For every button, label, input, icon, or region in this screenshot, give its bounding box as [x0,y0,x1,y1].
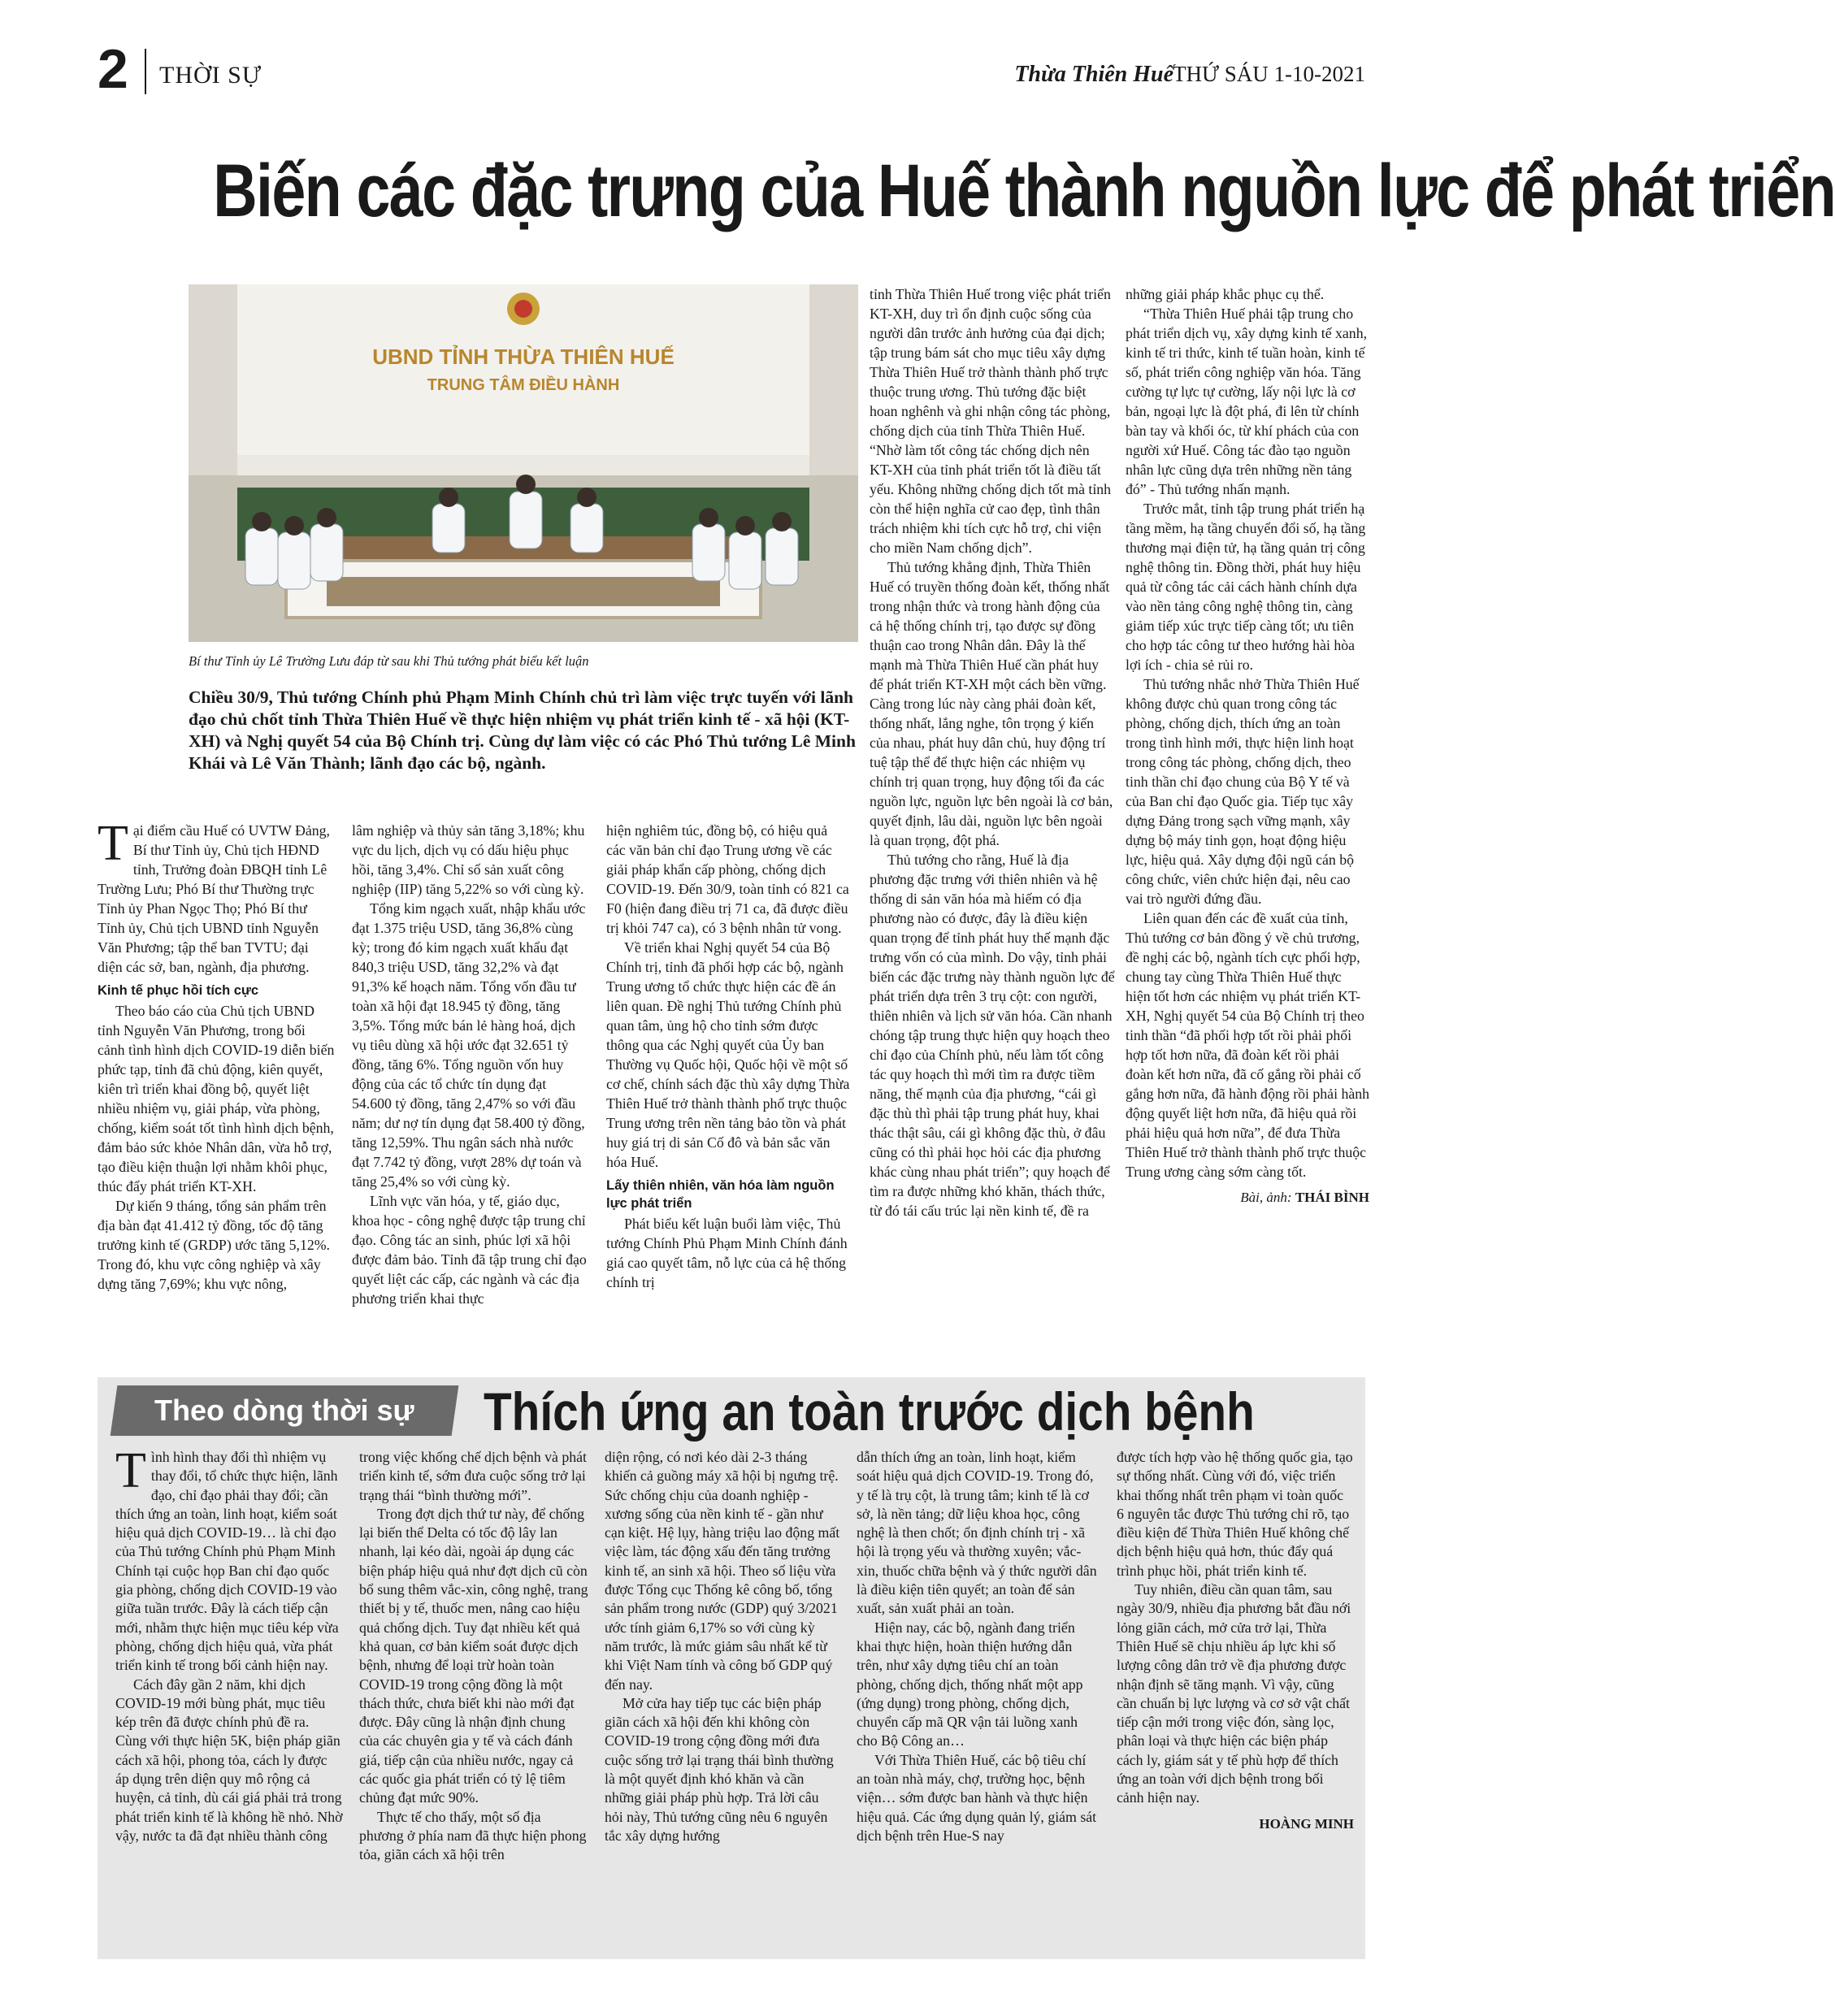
subheading: Kinh tế phục hồi tích cực [98,983,259,998]
paragraph: Lĩnh vực văn hóa, y tế, giáo dục, khoa học - công nghệ được tập trung chỉ đạo. Công tác an sinh, phúc lợi xã hội được đảm bảo. Tỉnh đã tập trung chỉ đạo quyết liệt các cấp, các ngành và các địa phương triển khai thực [352,1193,587,1307]
commentary-column-5 [1117,1448,1354,1833]
paragraph: Liên quan đến các đề xuất của tỉnh, Thủ tướng cơ bản đồng ý về chủ trương, đề nghị các bộ, ngành tích cực phối hợp, chung tay cùng Thừa Thiên Huế thực hiện tốt hơn các nhiệm vụ phát triển KT-XH, Nghị quyết 54 của Bộ Chính trị theo tinh thần “đã phối hợp tốt rồi phải phối hợp tốt hơn nữa, đã đoàn kết rồi phải đoàn kết hơn nữa, đã cố gắng rồi phải cố gắng hơn nữa, đã hành động rồi phải hành động quyết liệt hơn nữa, đã hiệu quả rồi phải hiệu quả hơn nữa”, để đưa Thừa Thiên Huế trở thành thành phố trực thuộc Trung ương càng sớm càng tốt. [1126,910,1370,1180]
kicker-label: Theo dòng thời sự [154,1394,414,1427]
article-column-3 [606,821,850,1292]
meeting-room-photo [189,284,858,642]
paragraph: được tích hợp vào hệ thống quốc gia, tạo sự thống nhất. Cùng với đó, việc triển khai thống nhất trên phạm vi toàn quốc 6 nguyên tắc được Thủ tướng chỉ rõ, tạo điều kiện để Thừa Thiên Huế không chế dịch bệnh hiệu quả hơn, thúc đẩy quá trình phục hồi, phát triển kinh tế. [1117,1449,1353,1579]
header-divider [145,49,146,94]
paragraph: những giải pháp khắc phục cụ thể. [1126,286,1325,302]
paragraph: Trước mắt, tỉnh tập trung phát triển hạ tầng mềm, hạ tầng chuyển đổi số, hạ tầng thương mại điện tử, hạ tầng quản trị công nghệ thông tin. Đồng thời, phát huy hiệu quả từ công tác cải cách hành chính dựa vào nền tảng công nghệ thông tin, càng giảm tiếp xúc trực tiếp càng tốt; ưu tiên cho hợp tác công tư theo hướng hài hòa lợi ích - chia sẻ rủi ro. [1126,501,1366,673]
commentary-column-2 [359,1448,588,1865]
paragraph: Phát biểu kết luận buổi làm việc, Thủ tướng Chính Phủ Phạm Minh Chính đánh giá cao quyết tâm, nỗ lực của cả hệ thống chính trị [606,1216,848,1290]
article-column-5 [1126,284,1369,1207]
page-header [98,38,1365,100]
photo-caption: Bí thư Tỉnh ủy Lê Trường Lưu đáp từ sau khi Thủ tướng phát biểu kết luận [189,653,589,669]
commentary-headline: Thích ứng an toàn trước dịch bệnh [484,1381,1255,1442]
article-byline [1126,1188,1369,1207]
issue-date: THỨ SÁU 1-10-2021 [1173,62,1365,86]
paragraph: dẫn thích ứng an toàn, linh hoạt, kiểm soát hiệu quả dịch COVID-19. Trong đó, y tế là trụ cột, là trung tâm; kinh tế là cơ sở, là nền tảng; dữ liệu khoa học, công nghệ là then chốt; ổn định chính trị - xã hội là trọng yếu và thường xuyên; vắc-xin, thuốc chữa bệnh và ý thức người dân là điều kiện tiên quyết; an toàn để sản xuất, sản xuất phải an toàn. [857,1449,1097,1617]
paragraph: Theo báo cáo của Chủ tịch UBND tỉnh Nguyễn Văn Phương, trong bối cảnh tình hình dịch COVID-19 diễn biến phức tạp, tỉnh đã chủ động, kiên quyết, kiên trì triển khai đồng bộ, quyết liệt nhiều nhiệm vụ, giải pháp, vừa phòng, chống, kiểm soát tốt tình hình dịch bệnh, đảm bảo sức khỏe Nhân dân, vừa hỗ trợ, tạo điều kiện thuận lợi nhằm khôi phục, thúc đẩy phát triển KT-XH. [98,1003,335,1194]
paragraph: trong việc khống chế dịch bệnh và phát triển kinh tế, sớm đưa cuộc sống trở lại trạng thái “bình thường mới”. [359,1449,587,1503]
paragraph: Tổng kim ngạch xuất, nhập khẩu ước đạt 1.375 triệu USD, tăng 36,8% cùng kỳ; trong đó kim ngạch xuất khẩu đạt 840,3 triệu USD, tăng 32,2% và đạt 91,3% kế hoạch năm. Tổng vốn đầu tư toàn xã hội đạt 18.945 tỷ đồng, tăng 3,5%. Tổng mức bán lẻ hàng hoá, dịch vụ tiêu dùng xã hội ước đạt 32.651 tỷ đồng, tăng 6%. Tổng nguồn vốn huy động của các tổ chức tín dụng đạt 54.600 tỷ đồng, tăng 2,47% so với đầu năm; dư nợ tín dụng đạt 58.400 tỷ đồng, tăng 12,59%. Thu ngân sách nhà nước đạt 7.742 tỷ đồng, vượt 28% dự toán và tăng 25,4% so với cùng kỳ. [352,900,586,1190]
paragraph: Trong đợt dịch thứ tư này, để chống lại biến thể Delta có tốc độ lây lan nhanh, lại kéo dài, ngoài áp dụng các biện pháp hiệu quả như đợt dịch cũ còn bổ sung thêm vắc-xin, công nghệ, trang thiết bị y tế, thuốc men, nâng cao hiệu quả chống dịch. Tuy đạt nhiều kết quả khả quan, cơ bản kiểm soát được dịch bệnh, nhưng để loại trừ hoàn toàn COVID-19 trong cộng đồng là một thách thức, chưa biết khi nào mới đạt được. Đây cũng là nhận định chung của các chuyên gia y tế và cách đánh giá, tiếp cận của nhiều nước, ngay cả các quốc gia phát triển có tỷ lệ tiêm chủng đạt mức 90%. [359,1505,588,1806]
paragraph: Dự kiến 9 tháng, tổng sản phẩm trên địa bàn đạt 41.412 tỷ đồng, tốc độ tăng trưởng kinh tế (GRDP) ước tăng 5,12%. Trong đó, khu vực công nghiệp và xây dựng tăng 7,69%; khu vực nông, [98,1198,330,1292]
article-column-1 [98,816,335,1294]
paragraph: tỉnh Thừa Thiên Huế trong việc phát triển KT-XH, duy trì ổn định cuộc sống của người dân trước ảnh hưởng của đại dịch; tập trung bám sát cho mục tiêu xây dựng Thừa Thiên Huế trở thành thành phố trực thuộc trung ương. Thủ tướng đặc biệt hoan nghênh và ghi nhận công tác phòng, chống dịch của tỉnh Thừa Thiên Huế. “Nhờ làm tốt công tác chống dịch nên KT-XH của tỉnh phát triển tốt là điều tất yếu. Không những chống dịch tốt mà tỉnh còn thể hiện nghĩa cử cao đẹp, tình thân trách nhiệm khi tích cực hỗ trợ, chi viện cho miền Nam chống dịch”. [870,286,1112,556]
paragraph: ình hình thay đổi thì nhiệm vụ thay đổi, tổ chức thực hiện, lãnh đạo, chỉ đạo phải thay đổi; cần thích ứng an toàn, linh hoạt, kiểm soát hiệu quả dịch COVID-19… là chỉ đạo của Thủ tướng Chính phủ Phạm Minh Chính tại cuộc họp Ban chỉ đạo quốc gia phòng, chống dịch COVID-19 vào giữa tuần trước. Đây là cách tiếp cận mới, nhằm thực hiện mục tiêu kép vừa phòng, chống dịch hiệu quả, vừa phát triển kinh tế trong bối cảnh hiện nay. [115,1449,339,1674]
article-column-4 [870,284,1115,1220]
paragraph: lâm nghiệp và thủy sản tăng 3,18%; khu vực du lịch, dịch vụ có dấu hiệu phục hồi, tăng 3,4%. Chỉ số sản xuất công nghiệp (IIP) tăng 5,22% so với cùng kỳ. [352,822,585,897]
paragraph: Thủ tướng cho rằng, Huế là địa phương đặc trưng với thiên nhiên và hệ thống di sản văn hóa mà hiếm có địa phương nào có được, đây là điều kiện quan trọng để tỉnh phát huy thế mạnh đặc trưng vốn có của mình. Do vậy, tỉnh phải biến các đặc trưng này thành nguồn lực để phát triển dựa trên 3 trụ cột: con người, thiên nhiên và lịch sử văn hóa. Cần nhanh chóng tập trung thực hiện quy hoạch theo chỉ đạo của Chính phủ, nếu làm tốt công tác quy hoạch thì mới tìm ra được tiềm năng, thế mạnh của địa phương, “cái gì đặc thù thì phải tập trung phát huy, khai thác thật sâu, cái gì không đặc thù, ở đâu cũng có thì phải học hỏi các địa phương khác cùng nhau phát triển”; quy hoạch để tìm ra được những khó khăn, thách thức, từ đó tái cấu trúc lại nền kinh tế, đề ra [870,852,1115,1219]
subheading: Lấy thiên nhiên, văn hóa làm nguồn lực phát triển [606,1178,835,1211]
paragraph: Thực tế cho thấy, một số địa phương ở phía nam đã thực hiện phong tỏa, giãn cách xã hội trên [359,1808,587,1863]
drop-cap: T [98,816,128,871]
paragraph: Hiện nay, các bộ, ngành đang triển khai thực hiện, hoàn thiện hướng dẫn trên, như xây dựng tiêu chí an toàn phòng, chống dịch, thống nhất một app (ứng dụng) trong phòng, chống dịch, chuyển cấp mã QR vận tải luồng xanh cho Bộ Công an… [857,1619,1083,1749]
photo-sign-line1: UBND TỈNH THỪA THIÊN HUẾ [372,345,675,369]
paragraph: Thủ tướng nhắc nhở Thừa Thiên Huế không được chủ quan trong công tác phòng, chống dịch, thích ứng an toàn trong tình hình mới, thực hiện linh hoạt trong công tác phòng, chống dịch, theo tinh thần chỉ đạo chung của Bộ Y tế và của Ban chỉ đạo Quốc gia. Tiếp tục xây dựng Đảng trong sạch vững mạnh, xây dựng bộ máy tinh gọn, hoạt động hiệu lực, hiệu quả. Xây dựng đội ngũ cán bộ công chức, viên chức hiện đại, nêu cao vai trò người đứng đầu. [1126,676,1360,907]
article-lead: Chiều 30/9, Thủ tướng Chính phủ Phạm Minh Chính chủ trì làm việc trực tuyến với lãnh đạo chủ chốt tỉnh Thừa Thiên Huế về thực hiện nhiệm vụ phát triển kinh tế - xã hội (KT-XH) và Nghị quyết 54 của Bộ Chính trị. Cùng dự làm việc có các Phó Thủ tướng Lê Minh Khái và Lê Văn Thành; lãnh đạo các bộ, ngành. [189,687,856,773]
byline-prefix: Bài, ảnh: [1240,1190,1292,1205]
drop-cap: T [115,1443,146,1498]
paragraph: “Thừa Thiên Huế phải tập trung cho phát triển dịch vụ, xây dựng kinh tế xanh, kinh tế tri thức, kinh tế tuần hoàn, kinh tế số, phát triển công nghiệp văn hóa. Tăng cường tự lực tự cường, lấy nội lực là cơ bản, ngoại lực là đột phá, đi lên từ chính bàn tay và khối óc, từ khí phách của con người xứ Huế. Công tác đào tạo nguồn nhân lực cũng dựa trên những nền tảng đó” - Thủ tướng nhấn mạnh. [1126,306,1368,497]
paragraph: hiện nghiêm túc, đồng bộ, có hiệu quả các văn bản chỉ đạo Trung ương về các giải pháp khẩn cấp phòng, chống dịch COVID-19. Đến 30/9, toàn tỉnh có 821 ca F0 (hiện đang điều trị 71 ca, đã được điều trị khỏi 747 ca), có 3 bệnh nhân tử vong. [606,822,849,936]
newspaper-name: Thừa Thiên Huế [1014,62,1173,87]
paragraph: diện rộng, có nơi kéo dài 2-3 tháng khiến cả guồng máy xã hội bị ngưng trệ. Sức chống chịu của doanh nghiệp - xương sống của nền kinh tế - gần như cạn kiệt. Hệ lụy, hàng triệu lao động mất việc làm, tác động xấu đến tăng trưởng kinh tế, an sinh xã hội. Theo số liệu vừa được Tổng cục Thống kê công bố, tổng sản phẩm trong nước (GDP) quý 3/2021 ước tính giảm 6,17% so với cùng kỳ năm trước, là mức giảm sâu nhất kể từ khi Việt Nam tính và công bố GDP quý đến nay. [605,1449,840,1693]
paragraph: Tuy nhiên, điều cần quan tâm, sau ngày 30/9, nhiều địa phương bắt đầu nới lỏng giãn cách, mở cửa trở lại, Thừa Thiên Huế sẽ chịu nhiều áp lực khi số lượng công dân trở về địa phương được nhận định sẽ tăng mạnh. Vì vậy, cũng cần chuẩn bị lực lượng và cơ sở vật chất tiếp cận mới trong việc đón, sàng lọc, phân loại và thực hiện các biện pháp cách ly, giám sát y tế phù hợp để thích ứng an toàn với dịch bệnh trong bối cảnh hiện nay. [1117,1581,1351,1806]
commentary-column-1 [115,1443,343,1845]
paragraph: Cách đây gần 2 năm, khi dịch COVID-19 mới bùng phát, mục tiêu kép trên đã được chính phủ đề ra. Cùng với thực hiện 5K, biện pháp giãn cách xã hội, phong tỏa, cách ly được áp dụng trên diện quy mô rộng cả huyện, cả tỉnh, dù cái giá phải trả trong phát triển kinh tế là không hề nhỏ. Nhờ vậy, nước ta đã đạt nhiều thành công [115,1676,343,1844]
commentary-kicker [111,1385,459,1436]
paragraph: Về triển khai Nghị quyết 54 của Bộ Chính trị, tỉnh đã phối hợp các bộ, ngành Trung ương tổ chức thực hiện các đề án liên quan. Đề nghị Thủ tướng Chính phủ quan tâm, ủng hộ cho tỉnh sớm được thông qua các Nghị quyết của Ủy ban Thường vụ Quốc hội, Quốc hội về một số cơ chế, chính sách đặc thù xây dựng Thừa Thiên Huế trở thành thành phố trực thuộc Trung ương trên nền tảng bảo tồn và phát huy giá trị di sản Cố đô và bản sắc văn hóa Huế. [606,939,850,1170]
article-column-2 [352,821,589,1308]
paragraph: Mở cửa hay tiếp tục các biện pháp giãn cách xã hội đến khi không còn COVID-19 trong cộng đồng mới đưa cuộc sống trở lại trạng thái bình thường là một quyết định khó khăn và cần những giải pháp phù hợp. Trả lời câu hỏi này, Thủ tướng cũng nêu 6 nguyên tắc xây dựng hướng [605,1694,834,1844]
paragraph: ại điểm cầu Huế có UVTW Đảng, Bí thư Tỉnh ủy, Chủ tịch HĐND tỉnh, Trưởng đoàn ĐBQH tỉnh Lê Trường Lưu; Phó Bí thư Thường trực Tỉnh ủy Phan Ngọc Thọ; Phó Bí thư Tỉnh ủy, Chủ tịch UBND tỉnh Nguyễn Văn Phương; tập thể ban TVTU; đại diện các sở, ban, ngành, địa phương. [98,822,330,975]
paragraph: Thủ tướng khẳng định, Thừa Thiên Huế có truyền thống đoàn kết, thống nhất trong nhận thức và trong hành động của cả hệ thống chính trị, tạo được sự đồng thuận cao trong Nhân dân. Đây là thế mạnh mà Thừa Thiên Huế cần phát huy để phát triển KT-XH một cách bền vững. Càng trong lúc này càng phải đoàn kết, thống nhất, lắng nghe, tôn trọng ý kiến của nhau, phát huy dân chủ, huy động trí tuệ tập thể để thực hiện các nhiệm vụ chính trị quan trọng, huy động tối đa các nguồn lực, nguồn lực bên ngoài là cơ bản, quyết định, lâu dài, nguồn lực bên ngoài là quan trọng, đột phá. [870,559,1113,848]
section-name: THỜI SỰ [159,62,262,89]
article-photo [189,284,858,642]
paragraph: Với Thừa Thiên Huế, các bộ tiêu chí an toàn nhà máy, chợ, trường học, bệnh viện… sớm được ban hành và thực hiện hiệu quả. Các ứng dụng quản lý, giám sát dịch bệnh trên Hue-S nay [857,1751,1097,1844]
commentary-byline: HOÀNG MINH [1259,1815,1354,1832]
commentary-column-4 [857,1448,1100,1845]
page-number: 2 [98,38,128,100]
byline-author: THÁI BÌNH [1295,1190,1369,1205]
commentary-column-3 [605,1448,840,1845]
article-headline: Biến các đặc trưng của Huế thành nguồn lực để phát triển [213,150,1835,232]
photo-sign-line2: TRUNG TÂM ĐIỀU HÀNH [427,376,620,394]
